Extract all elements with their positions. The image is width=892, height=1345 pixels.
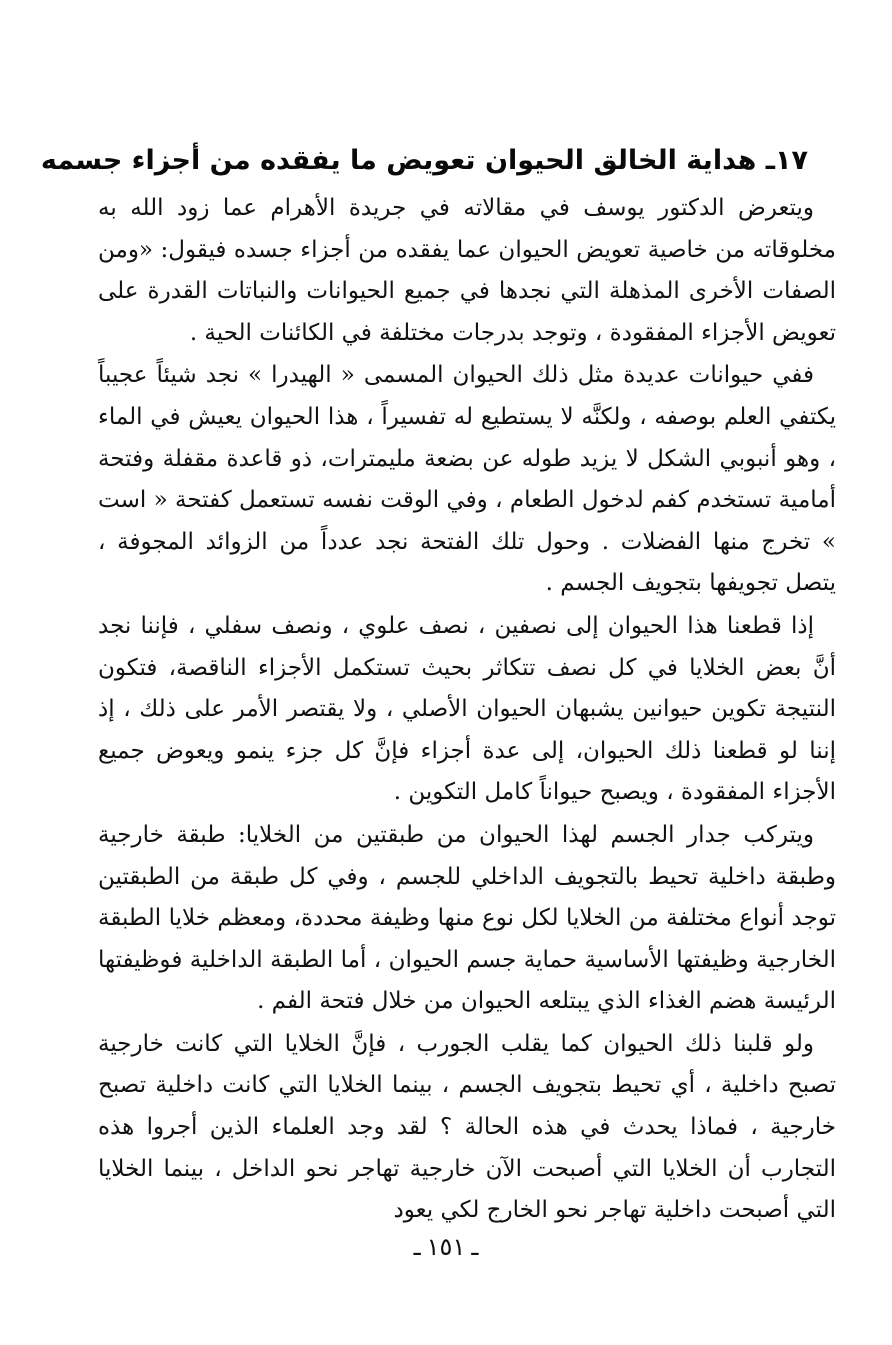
page-number-dash-right: ـ (413, 1233, 421, 1261)
page-number-dash-left: ـ (471, 1233, 479, 1261)
page-body (40, 138, 836, 1232)
paragraph-tissue-regeneration-intro: ويتعرض الدكتور يوسف في مقالاته في جريدة الأهرام عما زود الله به مخلوقاته من خاصية تعويض الحيوان عما يفقده من أجزاء جسده فيقول: «ومن الصفات الأخرى المذهلة التي نجدها في جميع الحيوانات والنباتات القدرة على تعويض الأجزاء المفقودة ، وتوجد بدرجات مختلفة في الكائنات الحية . (98, 195, 836, 346)
page-number (0, 1232, 892, 1262)
paragraph-hydra-description: ففي حيوانات عديدة مثل ذلك الحيوان المسمى « الهيدرا » نجد شيئاً عجيباً يكتفي العلم بوصفه ، ولكنَّه لا يستطيع له تفسيراً ، هذا الحيوان يعيش في الماء ، وهو أنبوبي الشكل لا يزيد طوله عن بضعة مليمترات، ذو قاعدة مقفلة وفتحة أمامية تستخدم كفم لدخول الطعام ، وفي الوقت نفسه تستعمل كفتحة « است » تخرج منها الفضلات . وحول تلك الفتحة نجد عدداً من الزوائد المجوفة ، يتصل تجويفها بتجويف الجسم . (98, 362, 836, 597)
paragraph-body-wall-layers: ويتركب جدار الجسم لهذا الحيوان من طبقتين من الخلايا: طبقة خارجية وطبقة داخلية تحيط بالتجويف الداخلي للجسم ، وفي كل طبقة من الطبقتين توجد أنواع مختلفة من الخلايا لكل نوع منها وظيفة محددة، ومعظم خلايا الطبقة الخارجية وظيفتها الأساسية حماية جسم الحيوان ، أما الطبقة الداخلية فوظيفتها الرئيسة هضم الغذاء الذي يبتلعه الحيوان من خلال فتحة الفم . (98, 821, 836, 1015)
page-number-value: ١٥١ (426, 1233, 466, 1261)
paragraph-cutting-experiment: إذا قطعنا هذا الحيوان إلى نصفين ، نصف علوي ، ونصف سفلي ، فإننا نجد أنَّ بعض الخلايا في كل نصف تتكاثر بحيث تستكمل الأجزاء الناقصة، فتكون النتيجة تكوين حيوانين يشبهان الحيوان الأصلي ، ولا يقتصر الأمر على ذلك ، إذ إننا لو قطعنا ذلك الحيوان، إلى عدة أجزاء فإنَّ كل جزء ينمو ويعوض جميع الأجزاء المفقودة ، ويصبح حيواناً كامل التكوين . (98, 612, 836, 806)
section-heading: ١٧ـ هداية الخالق الحيوان تعويض ما يفقده من أجزاء جسمه (40, 145, 808, 176)
paragraph-inversion-experiment: ولو قلبنا ذلك الحيوان كما يقلب الجورب ، فإنَّ الخلايا التي كانت خارجية تصبح داخلية ، أي تحيط بتجويف الجسم ، بينما الخلايا التي كانت داخلية تصبح خارجية ، فماذا يحدث في هذه الحالة ؟ لقد وجد العلماء الذين أجروا هذه التجارب أن الخلايا التي أصبحت الآن خارجية تهاجر نحو الداخل ، بينما الخلايا التي أصبحت داخلية تهاجر نحو الخارج لكي يعود (98, 1030, 836, 1224)
